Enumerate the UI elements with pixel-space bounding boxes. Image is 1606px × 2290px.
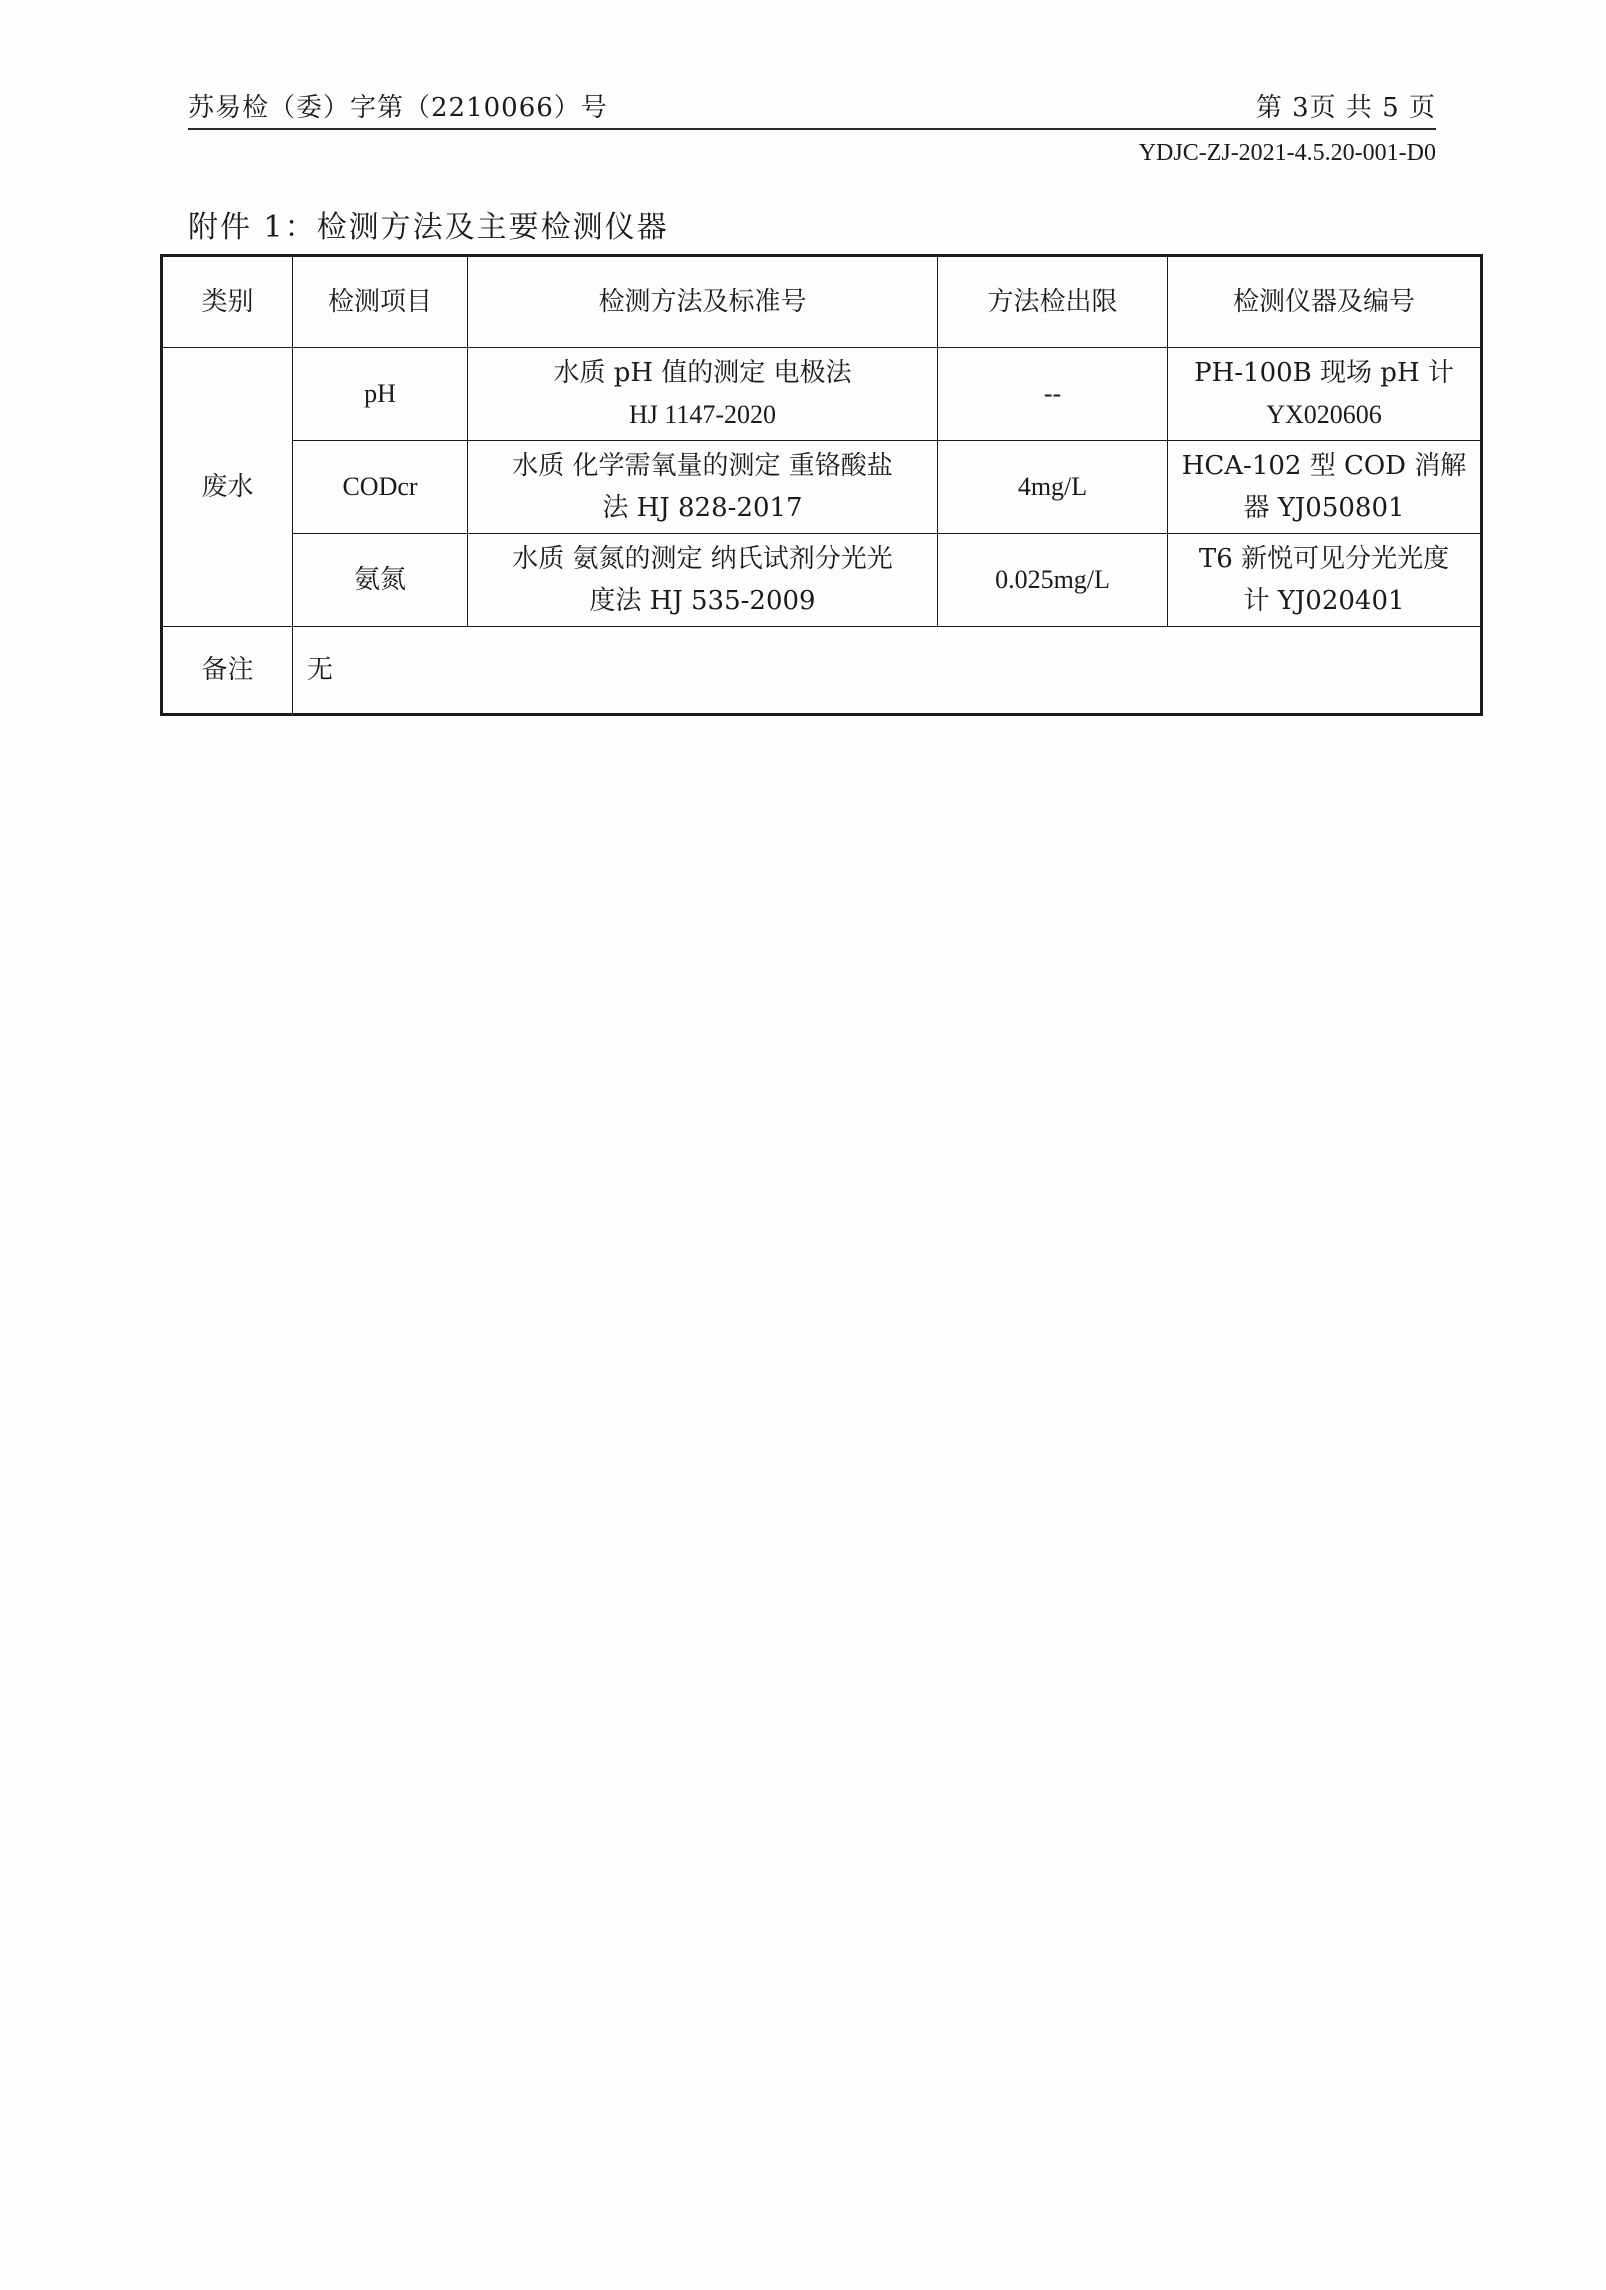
method-line: 度法 HJ 535-2009	[589, 586, 816, 616]
table-row	[162, 534, 1482, 627]
table-header-row	[162, 256, 1482, 348]
limit-cell: --	[938, 348, 1168, 441]
instrument-cell	[1168, 534, 1482, 627]
item-cell: CODcr	[293, 441, 468, 534]
method-cell	[468, 441, 938, 534]
report-number: 苏易检（委）字第（2210066）号	[188, 93, 608, 123]
table-row	[162, 348, 1482, 441]
method-line: 法 HJ 828-2017	[602, 493, 803, 523]
method-line: 水质 氨氮的测定 纳氏试剂分光光	[512, 544, 893, 574]
instrument-cell	[1168, 441, 1482, 534]
item-cell: 氨氮	[293, 534, 468, 627]
instrument-cell	[1168, 348, 1482, 441]
instrument-line: T6 新悦可见分光光度	[1198, 544, 1450, 574]
instrument-line: PH-100B 现场 pH 计	[1194, 358, 1454, 388]
column-header-item: 检测项目	[293, 256, 468, 348]
page-header	[188, 88, 1436, 130]
column-header-limit: 方法检出限	[938, 256, 1168, 348]
limit-cell: 4mg/L	[938, 441, 1168, 534]
remark-label: 备注	[162, 627, 293, 715]
remark-row	[162, 627, 1482, 715]
limit-cell: 0.025mg/L	[938, 534, 1168, 627]
column-header-method: 检测方法及标准号	[468, 256, 938, 348]
category-cell: 废水	[162, 348, 293, 627]
method-line: HJ 1147-2020	[628, 400, 777, 429]
methods-table	[160, 254, 1483, 716]
method-cell	[468, 534, 938, 627]
column-header-instrument: 检测仪器及编号	[1168, 256, 1482, 348]
instrument-line: 计 YJ020401	[1243, 586, 1405, 616]
page-info: 第 3页 共 5 页	[1255, 93, 1436, 123]
method-cell	[468, 348, 938, 441]
instrument-line: HCA-102 型 COD 消解	[1181, 451, 1467, 481]
method-line: 水质 化学需氧量的测定 重铬酸盐	[512, 451, 893, 481]
item-cell: pH	[293, 348, 468, 441]
instrument-line: 器 YJ050801	[1243, 493, 1405, 523]
attachment-title: 附件 1：检测方法及主要检测仪器	[188, 210, 669, 245]
method-line: 水质 pH 值的测定 电极法	[553, 358, 852, 388]
column-header-category: 类别	[162, 256, 293, 348]
table-row	[162, 441, 1482, 534]
document-code: YDJC-ZJ-2021-4.5.20-001-D0	[1138, 140, 1436, 166]
instrument-line: YX020606	[1266, 400, 1382, 429]
remark-value: 无	[293, 627, 1482, 715]
